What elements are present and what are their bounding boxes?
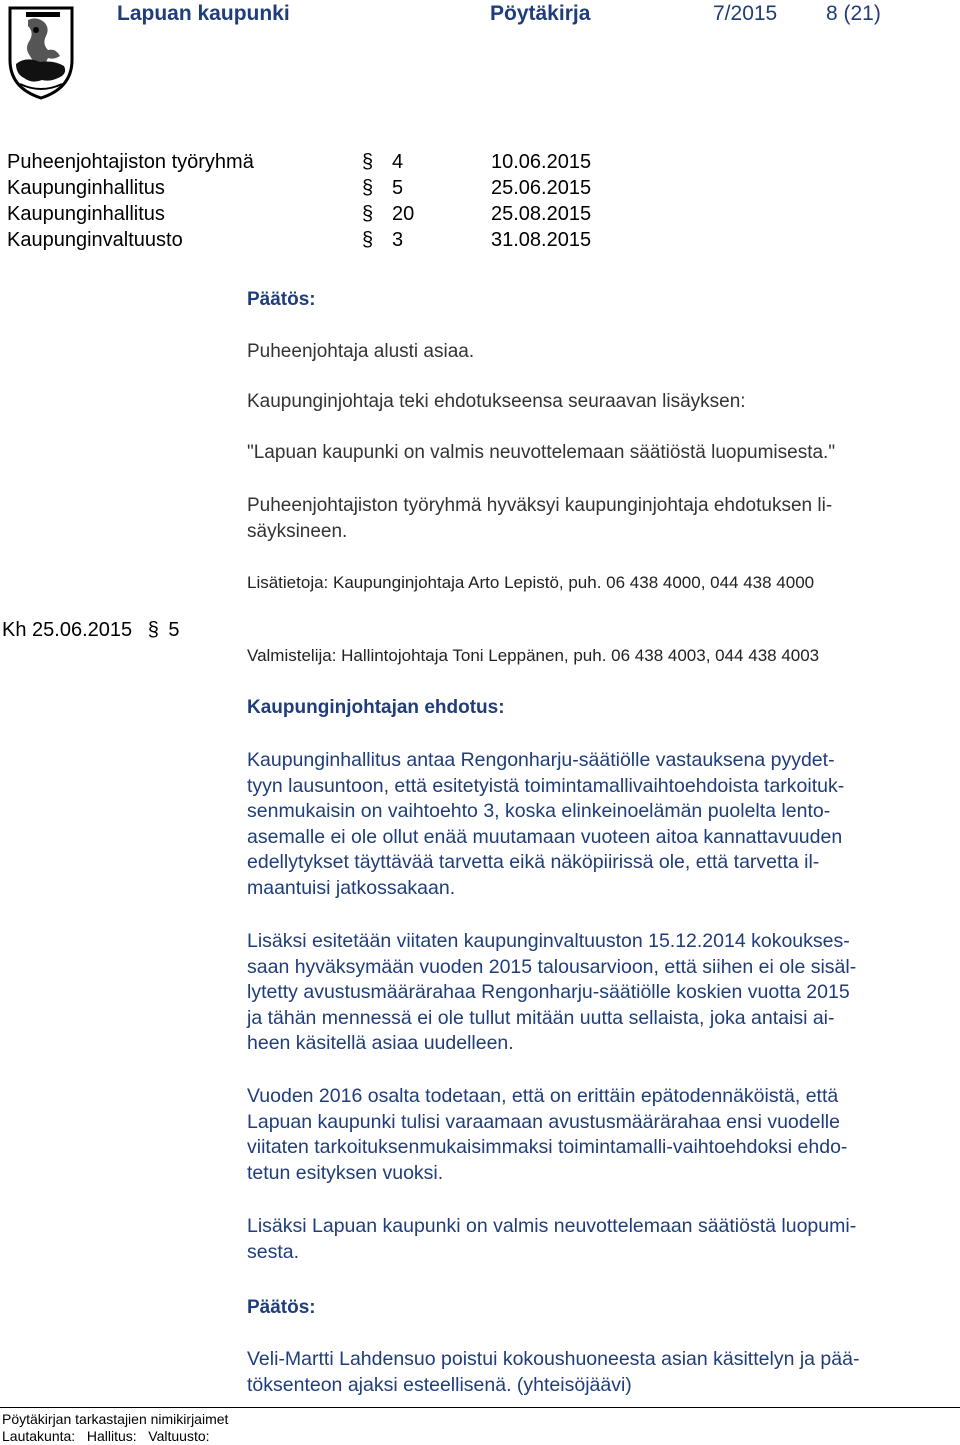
section-symbol: § [362,229,374,251]
history-body: Kaupunginvaltuusto [7,229,183,251]
section-symbol: § [362,177,374,199]
decision-paragraph: Puheenjohtaja alusti asiaa. [247,341,475,362]
footer-committees: Lautakunta: Hallitus: Valtuusto: [2,1428,210,1444]
section-number: 5 [168,619,180,641]
document-number: 7/2015 [713,2,778,25]
history-body: Puheenjohtajiston työryhmä [7,151,254,173]
section-symbol: § [362,203,374,225]
footer-divider [0,1407,960,1408]
contact-info: Lisätietoja: Kaupunginjohtaja Arto Lepistö, puh. 06 438 4000, 044 438 4000 [247,573,815,592]
history-date: 10.06.2015 [491,151,592,173]
history-date: 25.08.2015 [491,203,592,225]
history-body: Kaupunginhallitus [7,177,165,199]
decision-paragraph: Veli-Martti Lahdensuo poistui kokoushuoneesta asian käsittelyn ja pää- töksenteon ajaksi esteellisenä. (yhteisöjäävi) [247,1348,860,1396]
footer-signature-label: Pöytäkirjan tarkastajien nimikirjaimet [2,1411,229,1427]
history-date: 25.06.2015 [491,177,592,199]
meeting-label: Kh 25.06.2015 [2,619,133,641]
decision-heading: Päätös: [247,1297,316,1318]
decision-paragraph-line: säyksineen. [247,521,348,542]
proposal-paragraph: Lisäksi Lapuan kaupunki on valmis neuvottelemaan säätiöstä luopumi- sesta. [247,1215,857,1263]
proposal-paragraph: Vuoden 2016 osalta todetaan, että on erittäin epätodennäköistä, että Lapuan kaupunki tulisi varaamaan avustusmäärärahaa ensi vuodelle viitaten tarkoituksenmukaisimmaksi toimintamalli-vaihtoehdoksi ehdo- tetun esityksen vuoksi. [247,1085,848,1184]
history-number: 3 [392,229,404,251]
decision-heading: Päätös: [247,289,316,310]
section-symbol: § [362,151,374,173]
history-number: 20 [392,203,415,225]
history-body: Kaupunginhallitus [7,203,165,225]
proposal-paragraph: Kaupunginhallitus antaa Rengonharju-säätiölle vastauksena pyydet- tyyn lausuntoon, että esitetyistä toimintamallivaihtoehdoista tarkoituk- senmukaisin on vaihtoehto 3, koska elinkeinoelämän puolelta lento- asemalle ei ole ollut enää muutamaan vuoteen aitoa kannattavuuden edellytykset täyttävää tarvetta eikä näköpiirissä ole, että tarvetta il- maantuisi jatkossakaan. [247,749,845,899]
history-date: 31.08.2015 [491,229,592,251]
coat-of-arms-logo [6,4,76,100]
decision-paragraph-line: Puheenjohtajiston työryhmä hyväksyi kaupunginjohtaja ehdotuksen li- [247,495,833,516]
decision-paragraph: Kaupunginjohtaja teki ehdotukseensa seuraavan lisäyksen: [247,391,746,412]
preparer-info: Valmistelija: Hallintojohtaja Toni Leppänen, puh. 06 438 4003, 044 438 4003 [247,646,820,665]
section-symbol: § [147,619,159,641]
page-number: 8 (21) [826,2,881,25]
proposal-paragraph: Lisäksi esitetään viitaten kaupunginvaltuuston 15.12.2014 kokoukses- saan hyväksymään vuoden 2015 talousarvioon, että siihen ei ole sisäl- lytetty avustusmäärärahaa Rengonharju-säätiölle koskien vuotta 2015 ja tähän mennessä ei ole tullut mitään uutta sellaista, joka antaisi ai- heen käsitellä asiaa uudelleen. [247,930,857,1055]
document-type: Pöytäkirja [490,2,591,25]
org-name: Lapuan kaupunki [117,2,290,25]
history-number: 5 [392,177,404,199]
proposal-heading: Kaupunginjohtajan ehdotus: [247,697,505,718]
meeting-reference [2,619,180,642]
history-number: 4 [392,151,404,173]
quoted-addition: "Lapuan kaupunki on valmis neuvottelemaan säätiöstä luopumisesta." [247,442,836,463]
